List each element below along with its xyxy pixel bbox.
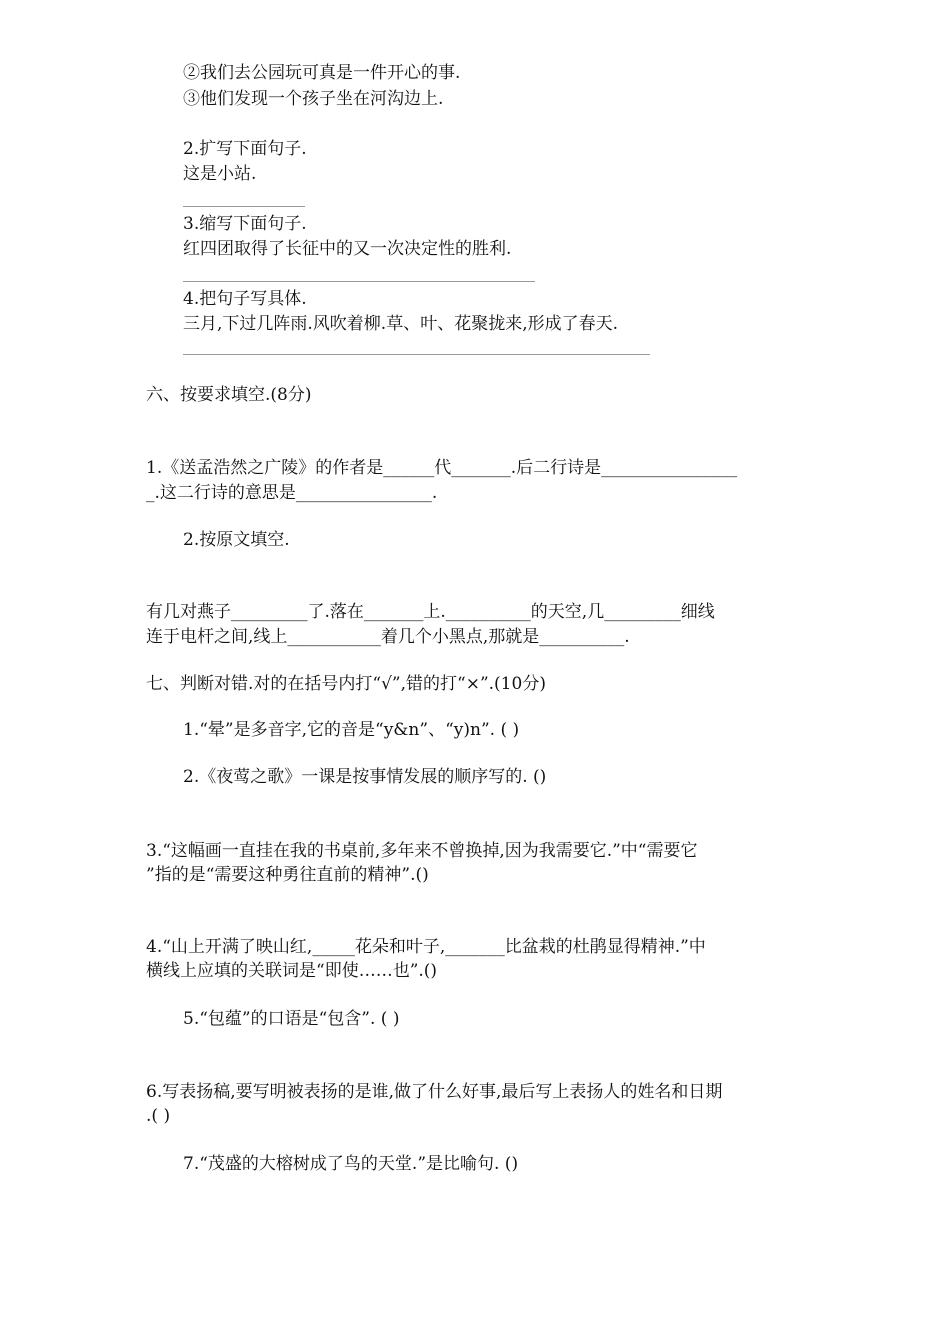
shorten-sentence-text: 红四团取得了长征中的又一次决定性的胜利. <box>183 239 512 259</box>
section7-heading: 七、判断对错.对的在括号内打“√”,错的打“×”.(10分) <box>146 674 546 694</box>
shorten-sentence-title: 3.缩写下面句子. <box>183 214 307 234</box>
judge-item-2: 2.《夜莺之歌》一课是按事情发展的顺序写的. () <box>183 767 547 787</box>
judge-item-1: 1.“晕”是多音字,它的音是“y&n”、“y)n”. ( ) <box>183 720 520 740</box>
judge-item-3-line2: ”指的是“需要这种勇往直前的精神”.() <box>146 865 429 885</box>
judge-item-5: 5.“包蕴”的口语是“包含”. ( ) <box>183 1009 400 1029</box>
fill-text-line2: 连于电杆之间,线上___________着几个小黑点,那就是__________. <box>146 627 630 647</box>
judge-item-6-line2: .( ) <box>146 1106 171 1126</box>
poem-question-line1: 1.《送孟浩然之广陵》的作者是______代_______.后二行诗是________________ <box>146 458 738 478</box>
elaborate-answer-line <box>183 354 650 355</box>
sentence-3: ③他们发现一个孩子坐在河沟边上. <box>183 89 444 109</box>
judge-item-4-line2: 横线上应填的关联词是“即使……也”.() <box>146 961 438 981</box>
elaborate-sentence-title: 4.把句子写具体. <box>183 289 307 309</box>
shorten-answer-line <box>183 281 535 282</box>
fill-text-line1: 有几对燕子_________了.落在_______上.__________的天空,几_________细线 <box>146 602 715 622</box>
judge-item-6-line1: 6.写表扬稿,要写明被表扬的是谁,做了什么好事,最后写上表扬人的姓名和日期 <box>146 1082 723 1102</box>
judge-item-7: 7.“茂盛的大榕树成了鸟的天堂.”是比喻句. () <box>183 1154 519 1174</box>
fill-text-title: 2.按原文填空. <box>183 530 290 550</box>
section6-heading: 六、按要求填空.(8分) <box>146 385 312 405</box>
judge-item-4-line1: 4.“山上开满了映山红,_____花朵和叶子,_______比盆栽的杜鹃显得精神.”中 <box>146 937 706 957</box>
expand-sentence-text: 这是小站. <box>183 164 257 184</box>
expand-sentence-title: 2.扩写下面句子. <box>183 139 307 159</box>
sentence-2: ②我们去公园玩可真是一件开心的事. <box>183 63 461 83</box>
judge-item-3-line1: 3.“这幅画一直挂在我的书桌前,多年来不曾换掉,因为我需要它.”中“需要它 <box>146 841 698 861</box>
expand-answer-line <box>183 206 305 207</box>
poem-question-line2: _.这二行诗的意思是________________. <box>146 483 438 503</box>
elaborate-sentence-text: 三月,下过几阵雨.风吹着柳.草、叶、花聚拢来,形成了春天. <box>183 314 619 334</box>
